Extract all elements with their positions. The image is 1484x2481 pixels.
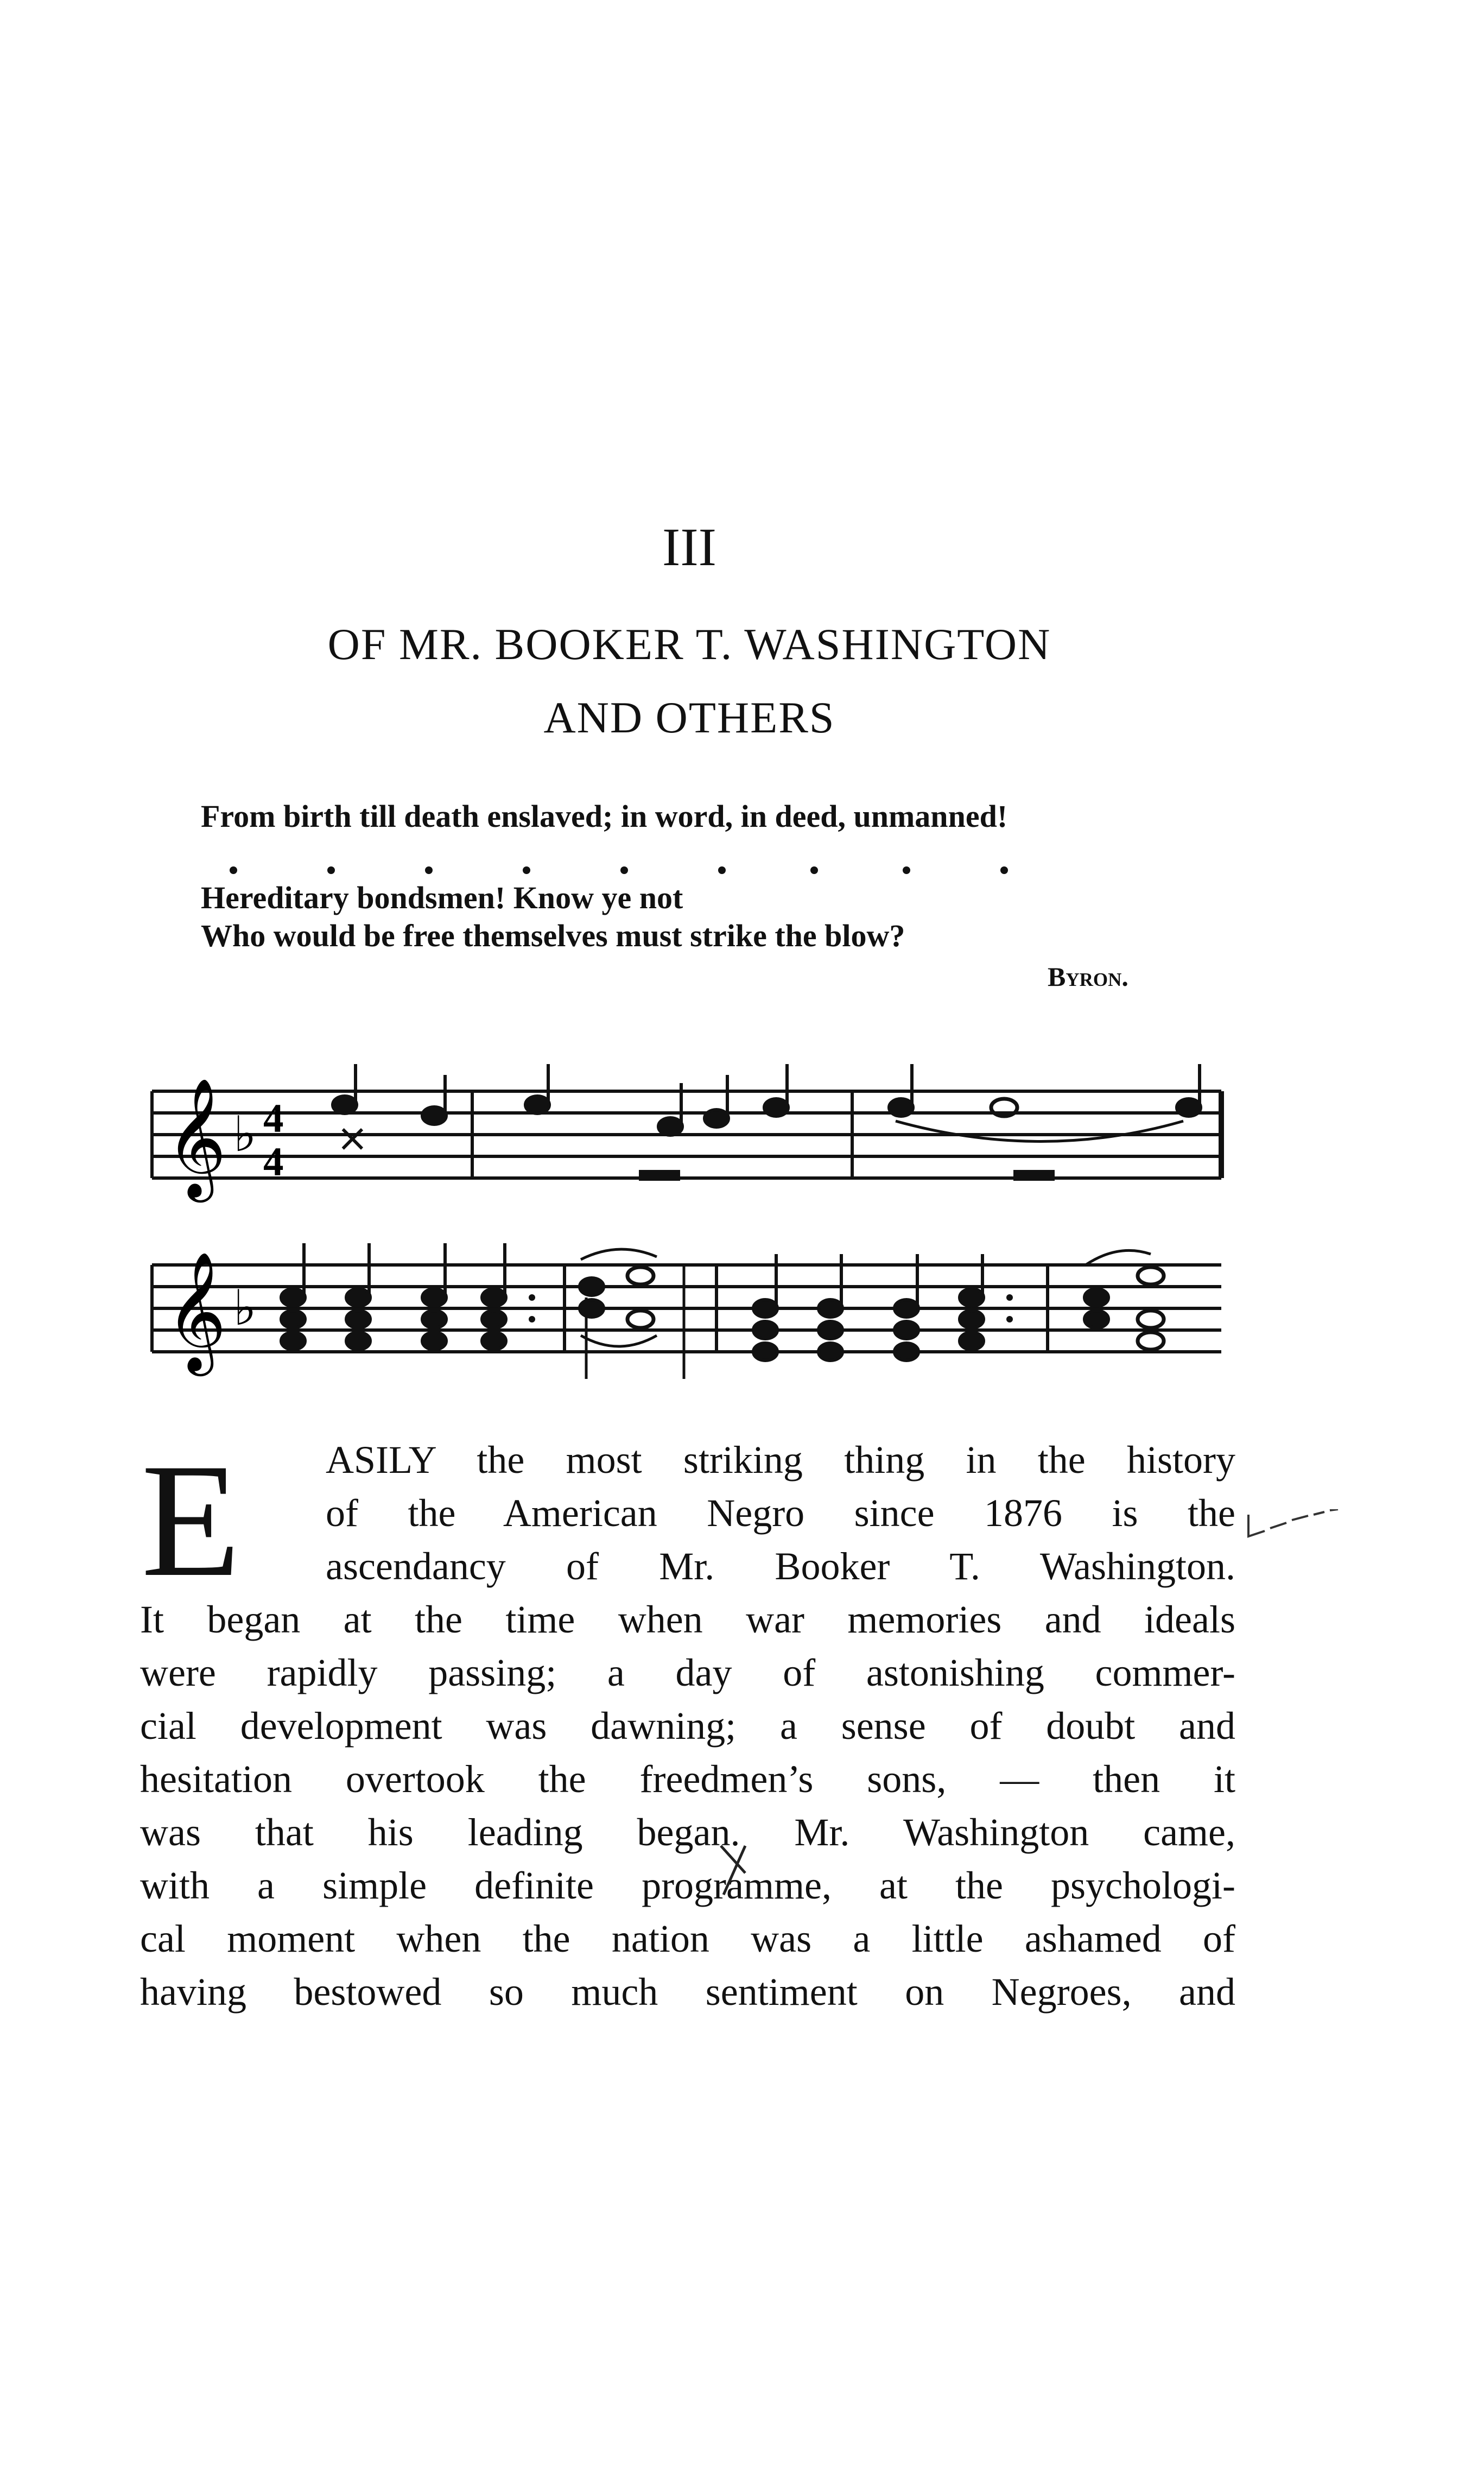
margin-x-mark bbox=[715, 1840, 753, 1900]
body-line-3: ascendancy of Mr. Booker T. Washington. bbox=[326, 1545, 1235, 1588]
ellipsis-dots bbox=[201, 865, 1042, 876]
body-line-7: hesitation overtook the freedmen’s sons, — then it bbox=[140, 1757, 1235, 1801]
epigraph-line-2: Hereditary bondsmen! Know ye not bbox=[201, 880, 683, 915]
svg-text:4: 4 bbox=[263, 1096, 284, 1141]
body-line-5: were rapidly passing; a day of astonishing commer- bbox=[140, 1651, 1235, 1694]
chapter-number: III bbox=[662, 517, 716, 577]
body-line-4: It began at the time when war memories and ideals bbox=[140, 1598, 1235, 1641]
epigraph-line-3: Who would be free themselves must strike the blow? bbox=[201, 918, 905, 953]
music-staff-1 bbox=[141, 1064, 1232, 1221]
chapter-title-line-2: AND OTHERS bbox=[543, 693, 835, 742]
music-staff-2 bbox=[141, 1232, 1232, 1379]
epigraph-line-1: From birth till death enslaved; in word, in deed, unmanned! bbox=[201, 799, 1008, 834]
drop-cap: E bbox=[141, 1430, 241, 1610]
body-line-11: having bestowed so much sentiment on Negroes, and bbox=[140, 1970, 1235, 2014]
body-line-9: with a simple definite programme, at the psychologi- bbox=[140, 1864, 1235, 1907]
body-line-10: cal moment when the nation was a little ashamed of bbox=[140, 1917, 1235, 1960]
treble-clef-icon: 𝄞 bbox=[166, 1077, 227, 1197]
margin-pencil-mark bbox=[1243, 1509, 1352, 1553]
svg-text:♭: ♭ bbox=[233, 1105, 257, 1163]
body-line-2: of the American Negro since 1876 is the bbox=[326, 1491, 1235, 1535]
chapter-title-line-1: OF MR. BOOKER T. WASHINGTON bbox=[327, 619, 1051, 669]
epigraph-attribution: Byron. bbox=[1048, 961, 1128, 992]
body-line-8: was that his leading began. Mr. Washington came, bbox=[140, 1811, 1235, 1854]
treble-clef-icon: 𝄞 bbox=[166, 1251, 227, 1371]
svg-text:♭: ♭ bbox=[233, 1279, 257, 1337]
epigraph-ellipsis bbox=[201, 847, 1042, 883]
svg-text:×: × bbox=[337, 1116, 369, 1160]
svg-text:4: 4 bbox=[263, 1140, 284, 1185]
body-line-6: cial development was dawning; a sense of doubt and bbox=[140, 1704, 1235, 1748]
body-line-1: ASILY the most striking thing in the history bbox=[326, 1438, 1235, 1482]
